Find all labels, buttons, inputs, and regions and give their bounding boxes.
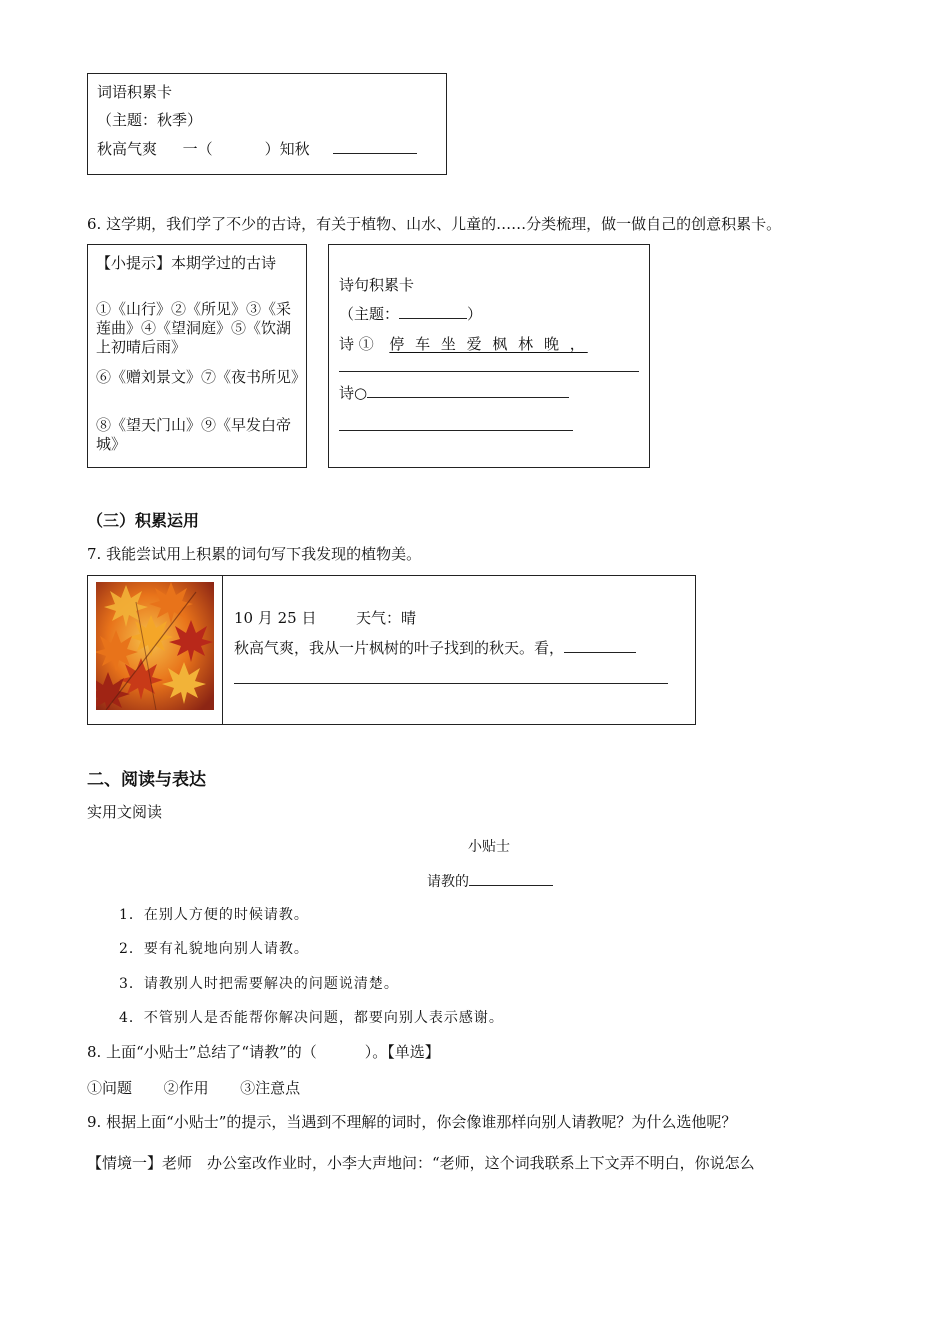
idiom-1: 秋高气爽 <box>97 140 158 158</box>
hint-poems-1: ①《山行》②《所见》③《采莲曲》④《望洞庭》⑤《饮湖上初晴后雨》 <box>96 300 292 356</box>
q8-options <box>87 1077 300 1098</box>
q9-text: 9. 根据上面“小贴士”的提示，当遇到不理解的词时，你会像谁那样向别人请教呢？为什么选他呢？ <box>87 1113 737 1131</box>
q7-text: 7. 我能尝试用上积累的词句写下我发现的植物美。 <box>87 545 422 563</box>
diary-line-2[interactable] <box>234 683 668 684</box>
diary-blank-1[interactable] <box>564 637 636 653</box>
vocab-card-theme: （主题：秋季） <box>97 111 203 129</box>
poem-2-continuation-line[interactable] <box>339 430 573 431</box>
diary-date: 10 月 25 日 <box>234 609 317 627</box>
tips-item-4: 4．不管别人是否能帮你解决问题，都要向别人表示感谢。 <box>119 1010 504 1026</box>
poem-card-theme: （主题： ） <box>339 305 483 323</box>
poem-1-text: 停 车 坐 爱 枫 林 晚 ， <box>389 335 588 353</box>
diary-weather: 天气：晴 <box>356 609 417 627</box>
poem-1-line <box>339 333 588 354</box>
vocab-card-idioms <box>97 138 417 159</box>
q8-text: 8. 上面“小贴士”总结了“请教”的（ ）。【单选】 <box>87 1043 440 1061</box>
poem-card-theme-blank[interactable] <box>399 303 467 319</box>
idiom-2-post: ）知秋 <box>264 140 310 158</box>
maple-leaf-image <box>96 582 214 710</box>
q8-option-2[interactable]: ②作用 <box>163 1079 209 1097</box>
tips-item-3: 3．请教别人时把需要解决的问题说清楚。 <box>119 976 399 992</box>
poem-2-blank[interactable] <box>367 382 569 398</box>
tips-subtitle: 请教的 <box>427 870 553 891</box>
tips-item-2: 2．要有礼貌地向别人请教。 <box>119 941 309 957</box>
vocab-card-title: 词语积累卡 <box>97 83 173 101</box>
hint-poems-2: ⑥《赠刘景文》⑦《夜书所见》 <box>96 368 307 386</box>
diary-date-weather <box>234 607 416 628</box>
q8-option-3[interactable]: ③注意点 <box>240 1079 301 1097</box>
tips-title: 小贴士 <box>468 839 510 855</box>
poem-2-line <box>339 382 569 403</box>
section-3-heading: （三）积累运用 <box>87 511 200 530</box>
section-two-subheading: 实用文阅读 <box>87 803 163 821</box>
diary-divider <box>222 575 223 725</box>
tips-item-1: 1．在别人方便的时候请教。 <box>119 907 309 923</box>
poem-1-continuation-line[interactable] <box>339 371 639 372</box>
q8-option-1[interactable]: ①问题 <box>87 1079 133 1097</box>
hint-poems-3: ⑧《望天门山》⑨《早发白帝城》 <box>96 416 292 453</box>
poem-card-title: 诗句积累卡 <box>339 276 415 294</box>
section-two-heading: 二、阅读与表达 <box>87 770 206 790</box>
idiom-3-blank[interactable] <box>333 138 417 154</box>
idiom-2-pre: 一（ <box>182 140 213 158</box>
poem-1-label: 诗 ① <box>339 335 374 353</box>
hint-title: 【小提示】本期学过的古诗 <box>96 254 277 272</box>
poem-2-label: 诗○ <box>339 384 368 402</box>
tips-subtitle-blank[interactable] <box>469 870 553 886</box>
q6-text: 6. 这学期，我们学了不少的古诗，有关于植物、山水、儿童的……分类梳理，做一做自己的创意积累卡。 <box>87 215 782 233</box>
q9-scenario-1: 【情境一】老师 办公室改作业时，小李大声地问：“老师，这个词我联系上下文弄不明白，你说怎么 <box>87 1154 755 1172</box>
diary-sentence: 秋高气爽，我从一片枫树的叶子找到的秋天。看， <box>234 637 636 658</box>
